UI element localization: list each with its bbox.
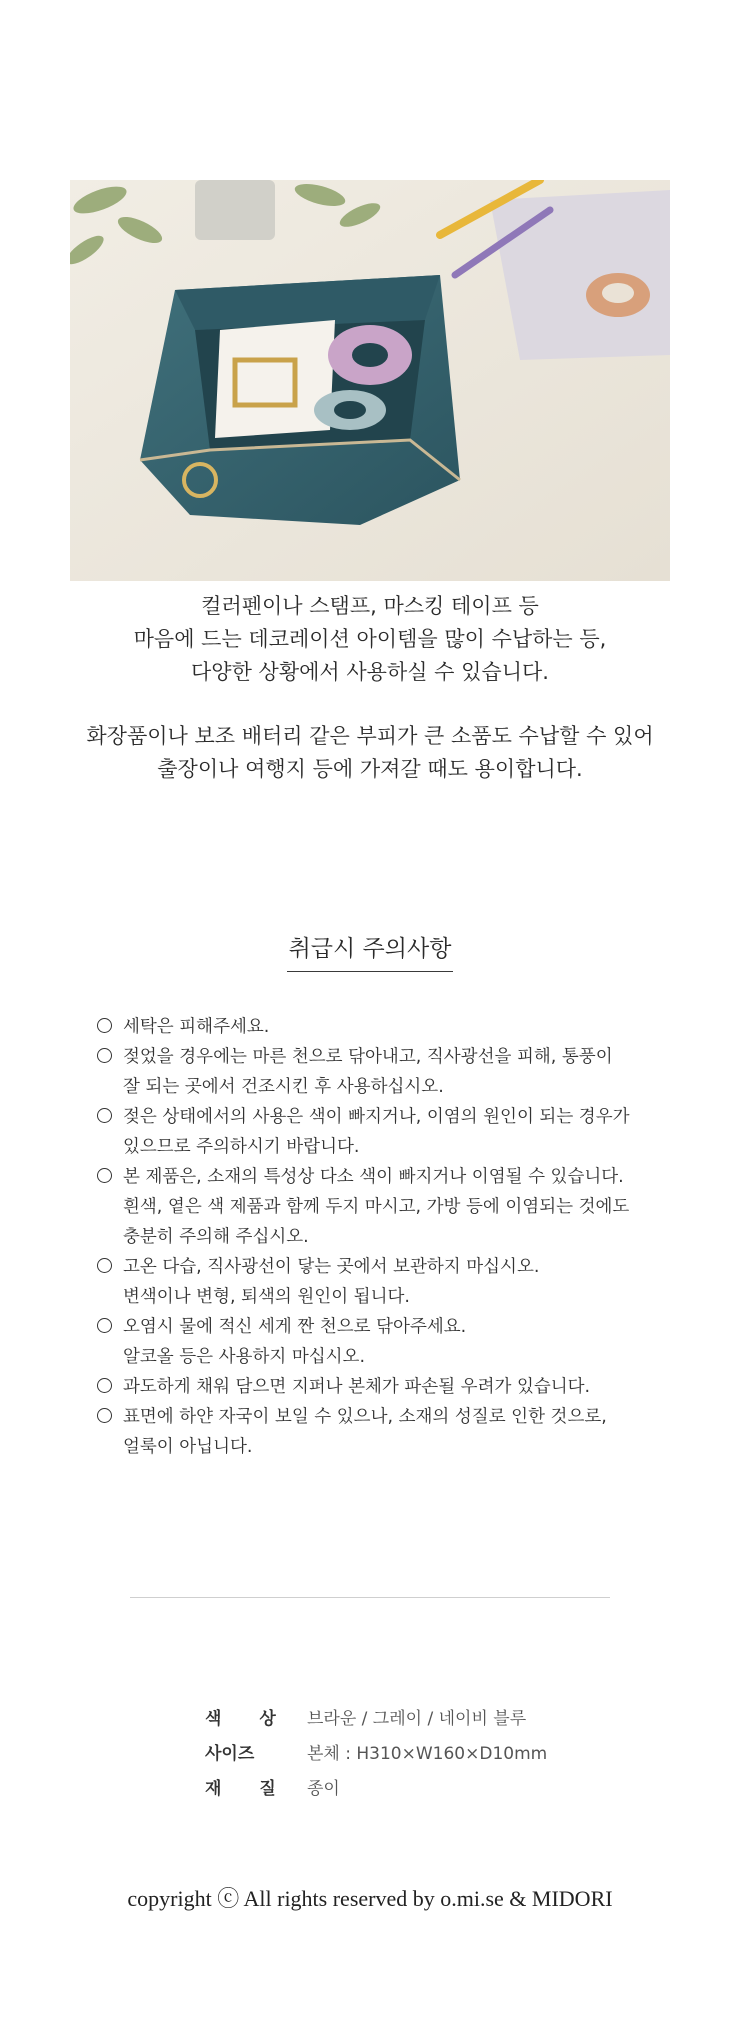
circle-bullet-icon (97, 1018, 112, 1033)
spec-label: 사이즈 (205, 1744, 255, 1764)
circle-bullet-icon (97, 1258, 112, 1273)
spec-value: 브라운 / 그레이 / 네이비 블루 (307, 1709, 527, 1729)
circle-bullet-icon (97, 1108, 112, 1123)
spec-value: 본체 : H310×W160×D10mm (307, 1744, 548, 1764)
circle-bullet-icon (97, 1408, 112, 1423)
care-item: 세탁은 피해주세요. (97, 1012, 657, 1042)
copyright-notice: copyright ⓒ All rights reserved by o.mi.se & MIDORI (127, 1886, 613, 1911)
description-line: 다양한 상황에서 사용하실 수 있습니다. (191, 660, 549, 684)
spec-value: 종이 (307, 1779, 340, 1799)
spec-row-size (205, 1737, 547, 1772)
description-line: 마음에 드는 데코레이션 아이템을 많이 수납하는 등, (133, 627, 607, 651)
description-line: 화장품이나 보조 배터리 같은 부피가 큰 소품도 수납할 수 있어 (86, 724, 654, 748)
care-item: 표면에 하얀 자국이 보일 수 있으나, 소재의 성질로 인한 것으로, 얼룩이 아닙니다. (97, 1402, 657, 1462)
product-description (0, 590, 740, 786)
spec-row-color (205, 1702, 547, 1737)
care-item: 과도하게 채워 담으면 지퍼나 본체가 파손될 우려가 있습니다. (97, 1372, 657, 1402)
circle-bullet-icon (97, 1048, 112, 1063)
spec-row-material (205, 1772, 547, 1807)
description-line: 출장이나 여행지 등에 가져갈 때도 용이합니다. (157, 757, 583, 781)
care-item: 젖었을 경우에는 마른 천으로 닦아내고, 직사광선을 피해, 통풍이 잘 되는 곳에서 건조시킨 후 사용하십시오. (97, 1042, 657, 1102)
circle-bullet-icon (97, 1168, 112, 1183)
description-line: 컬러펜이나 스탬프, 마스킹 테이프 등 (201, 594, 539, 618)
section-divider (130, 1597, 610, 1598)
care-item: 오염시 물에 적신 세게 짠 천으로 닦아주세요. 알코올 등은 사용하지 마십시오. (97, 1312, 657, 1372)
spec-label: 색 상 (205, 1709, 292, 1729)
spec-table (205, 1702, 547, 1807)
spec-label: 재 질 (205, 1779, 292, 1799)
product-photo (70, 180, 670, 581)
circle-bullet-icon (97, 1318, 112, 1333)
care-item: 젖은 상태에서의 사용은 색이 빠지거나, 이염의 원인이 되는 경우가 있으므로 주의하시기 바랍니다. (97, 1102, 657, 1162)
care-item: 고온 다습, 직사광선이 닿는 곳에서 보관하지 마십시오. 변색이나 변형, 퇴색의 원인이 됩니다. (97, 1252, 657, 1312)
care-section-title (0, 930, 740, 972)
circle-bullet-icon (97, 1378, 112, 1393)
care-item: 본 제품은, 소재의 특성상 다소 색이 빠지거나 이염될 수 있습니다. 흰색, 옅은 색 제품과 함께 두지 마시고, 가방 등에 이염되는 것에도 충분히 주의해 주십시오. (97, 1162, 657, 1252)
care-instructions-list (97, 1012, 657, 1462)
care-title-text: 취급시 주의사항 (287, 930, 454, 972)
